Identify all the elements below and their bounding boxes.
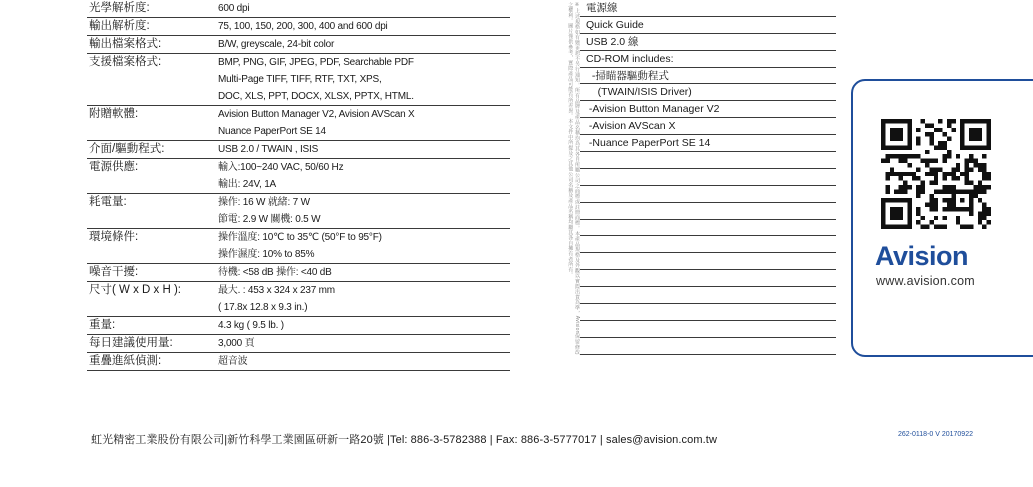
package-item: (TWAIN/ISIS Driver)	[580, 84, 836, 101]
spec-row	[87, 141, 510, 159]
spec-row	[87, 36, 510, 54]
spec-value: BMP, PNG, GIF, JPEG, PDF, Searchable PDF	[218, 57, 414, 68]
package-item	[580, 186, 836, 203]
spec-row	[87, 0, 510, 18]
spec-row	[87, 282, 510, 317]
disclaimer-text: ※上述規格如有變更恕不另行通知。所有品牌及產品名稱均為其各自所屬公司之商標或註冊商標。本產品規格及外觀以實際出貨為準，Avision保留修改之權利。圖片僅供參考，實際產品可能有所差異。本文件中所提及之其他公司名稱及產品名稱均屬其各自擁有者所有。	[567, 2, 580, 356]
spec-row	[87, 106, 510, 141]
spec-value: 最大. : 453 x 324 x 237 mm	[218, 285, 335, 296]
spec-values	[218, 0, 510, 17]
spec-label: 輸出檔案格式:	[89, 38, 162, 50]
spec-row	[87, 194, 510, 229]
spec-value: 3,000 頁	[218, 338, 255, 349]
footer-contact-info: 虹光精密工業股份有限公司|新竹科學工業園區研新一路20號 |Tel: 886-3-5782388 | Fax: 886-3-5777017 | sales@avision.com.tw	[91, 434, 717, 446]
spec-label: 附贈軟體:	[89, 108, 139, 120]
spec-label: 光學解析度:	[89, 2, 150, 14]
package-item: Quick Guide	[580, 17, 836, 34]
spec-value: 75, 100, 150, 200, 300, 400 and 600 dpi	[218, 21, 388, 32]
document-code: 262-0118-0 V 20170922	[898, 431, 973, 438]
spec-label: 噪音干擾:	[89, 266, 139, 278]
package-item: -Nuance PaperPort SE 14	[580, 135, 836, 152]
package-item	[580, 220, 836, 237]
spec-value: 輸入:100~240 VAC, 50/60 Hz	[218, 162, 344, 173]
package-item	[580, 236, 836, 253]
brand-card	[851, 79, 1033, 357]
spec-row	[87, 229, 510, 264]
package-item: USB 2.0 線	[580, 34, 836, 51]
spec-value: Multi-Page TIFF, TIFF, RTF, TXT, XPS,	[218, 74, 382, 85]
package-item	[580, 338, 836, 355]
package-item	[580, 152, 836, 169]
package-item: -Avision AVScan X	[580, 118, 836, 135]
spec-label: 介面/驅動程式:	[89, 143, 165, 155]
package-item	[580, 270, 836, 287]
package-item: -掃瞄器驅動程式	[580, 68, 836, 85]
spec-label: 重量:	[89, 319, 116, 331]
spec-row	[87, 54, 510, 106]
spec-value: 4.3 kg ( 9.5 lb. )	[218, 320, 284, 331]
spec-value: 輸出: 24V, 1A	[218, 179, 277, 190]
package-item	[580, 321, 836, 338]
spec-label: 輸出解析度:	[89, 20, 150, 32]
package-item: CD-ROM includes:	[580, 51, 836, 68]
spec-value: 操作濕度: 10% to 85%	[218, 249, 315, 260]
spec-label: 環境條件:	[89, 231, 139, 243]
spec-table	[87, 0, 510, 371]
spec-label: 耗電量:	[89, 196, 127, 208]
spec-row	[87, 18, 510, 36]
spec-value: B/W, greyscale, 24-bit color	[218, 39, 335, 50]
spec-value: 600 dpi	[218, 3, 250, 14]
spec-value: 操作: 16 W 就緒: 7 W	[218, 197, 310, 208]
spec-label: 重疊進紙偵測:	[89, 355, 162, 367]
package-item	[580, 304, 836, 321]
package-item: -Avision Button Manager V2	[580, 101, 836, 118]
qr-code	[881, 119, 991, 229]
spec-value: USB 2.0 / TWAIN , ISIS	[218, 144, 319, 155]
spec-label: 電源供應:	[89, 161, 139, 173]
spec-row	[87, 264, 510, 282]
spec-row	[87, 335, 510, 353]
spec-values	[218, 282, 510, 316]
spec-label: 尺寸( W x D x H ):	[89, 284, 181, 296]
package-item	[580, 253, 836, 270]
avision-logo: Avision	[875, 241, 969, 271]
spec-values	[218, 159, 510, 193]
spec-row	[87, 159, 510, 194]
spec-value: Nuance PaperPort SE 14	[218, 126, 326, 137]
spec-values	[218, 18, 510, 35]
spec-values	[218, 335, 510, 352]
spec-label: 每日建議使用量:	[89, 337, 173, 349]
package-item	[580, 169, 836, 186]
spec-values	[218, 54, 510, 105]
package-contents-list	[580, 0, 836, 355]
spec-values	[218, 317, 510, 334]
spec-values	[218, 194, 510, 228]
spec-values	[218, 353, 510, 370]
package-item: 電源線	[580, 0, 836, 17]
spec-value: ( 17.8x 12.8 x 9.3 in.)	[218, 302, 308, 313]
spec-values	[218, 36, 510, 53]
website-url: www.avision.com	[876, 274, 975, 288]
package-item	[580, 203, 836, 220]
spec-value: 待機: <58 dB 操作: <40 dB	[218, 267, 332, 278]
spec-value: 節電: 2.9 W 關機: 0.5 W	[218, 214, 321, 225]
spec-values	[218, 229, 510, 263]
spec-value: DOC, XLS, PPT, DOCX, XLSX, PPTX, HTML.	[218, 91, 414, 102]
spec-row	[87, 317, 510, 335]
spec-value: 超音波	[218, 356, 248, 367]
package-item	[580, 287, 836, 304]
spec-values	[218, 264, 510, 281]
spec-label: 支援檔案格式:	[89, 56, 162, 68]
spec-row	[87, 353, 510, 371]
spec-value: Avision Button Manager V2, Avision AVScan X	[218, 109, 415, 120]
spec-values	[218, 141, 510, 158]
spec-value: 操作溫度: 10℃ to 35℃ (50°F to 95°F)	[218, 232, 382, 243]
spec-values	[218, 106, 510, 140]
